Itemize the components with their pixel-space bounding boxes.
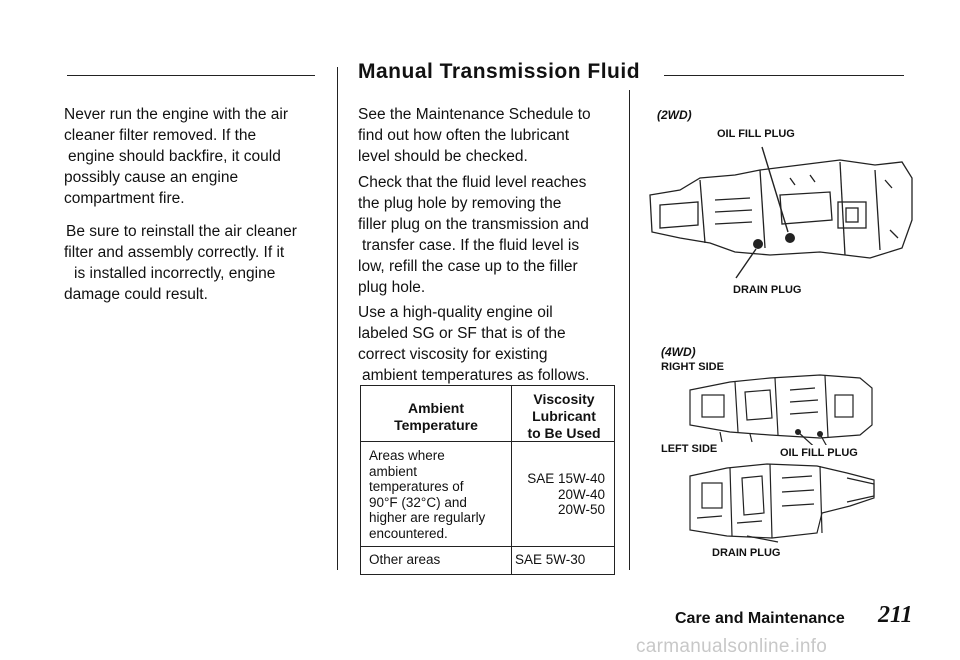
header-rule-left — [67, 75, 315, 76]
text-line: cleaner filter removed. If the — [64, 127, 257, 144]
header-rule-right — [664, 75, 904, 76]
table-row-2-oil: SAE 5W-30 — [515, 552, 586, 567]
figure-4wd-left-side-label: LEFT SIDE — [661, 443, 718, 455]
text-line: is installed incorrectly, engine — [74, 265, 276, 282]
transmission-4wd-right-side-drawing — [680, 370, 880, 445]
schedule-paragraph — [358, 104, 626, 167]
transmission-2wd-drawing — [640, 140, 925, 285]
text-line: Check that the fluid level reaches — [358, 174, 587, 191]
figure-4wd-heading: (4WD) — [661, 345, 696, 359]
figure-2wd-drain-label: DRAIN PLUG — [733, 284, 802, 296]
text-line: Be sure to reinstall the air cleaner — [66, 223, 297, 240]
figure-4wd-oil-fill-label: OIL FILL PLUG — [780, 447, 858, 459]
cell-line: Areas where — [369, 448, 445, 463]
text-line: engine should backfire, it could — [68, 148, 281, 165]
text-line: Use a high-quality engine oil — [358, 304, 553, 321]
table-row-1-oil — [515, 471, 605, 518]
header-line: Temperature — [394, 417, 478, 433]
text-line: compartment fire. — [64, 190, 185, 207]
header-line: Ambient — [408, 400, 464, 416]
text-line: See the Maintenance Schedule to — [358, 106, 591, 123]
cell-line: 20W-50 — [557, 502, 605, 517]
text-line: damage could result. — [64, 286, 208, 303]
footer-section-title: Care and Maintenance — [675, 610, 845, 627]
section-title: Manual Transmission Fluid — [358, 60, 641, 83]
text-line: the plug hole by removing the — [358, 195, 562, 212]
text-line: find out how often the lubricant — [358, 127, 570, 144]
figure-2wd-oil-fill-label: OIL FILL PLUG — [717, 128, 795, 140]
text-line: filter and assembly correctly. If it — [64, 244, 285, 261]
transmission-4wd-left-side-drawing — [682, 458, 882, 548]
text-line: ambient temperatures as follows. — [362, 367, 590, 384]
text-line: Never run the engine with the air — [64, 106, 289, 123]
table-header-viscosity — [512, 391, 616, 442]
text-line: level should be checked. — [358, 148, 528, 165]
table-row-1-temperature — [369, 448, 509, 541]
column-divider-left — [337, 67, 338, 570]
text-line: low, refill the case up to the filler — [358, 258, 578, 275]
cell-line: SAE 15W-40 — [527, 471, 605, 486]
air-cleaner-warning — [64, 104, 329, 209]
reinstall-note — [64, 221, 332, 305]
table-row-divider — [361, 546, 614, 547]
cell-line: 20W-40 — [557, 486, 605, 502]
text-line: plug hole. — [358, 279, 426, 296]
header-line: Lubricant — [532, 408, 596, 424]
text-line: transfer case. If the fluid level is — [362, 237, 580, 254]
header-line: Viscosity — [533, 391, 595, 407]
header-line: to Be Used — [527, 425, 601, 441]
cell-line: ambient — [369, 463, 418, 479]
text-line: filler plug on the transmission and — [358, 216, 589, 233]
table-row-2-temperature: Other areas — [369, 552, 441, 567]
cell-line: encountered. — [369, 525, 448, 541]
fluid-level-paragraph — [358, 172, 626, 298]
viscosity-table — [360, 385, 615, 575]
table-header-ambient — [361, 400, 511, 434]
cell-line: temperatures of — [369, 479, 464, 494]
column-divider-right — [629, 90, 630, 570]
text-line: labeled SG or SF that is of the — [358, 325, 566, 342]
text-line: possibly cause an engine — [64, 169, 239, 186]
text-line: correct viscosity for existing — [358, 346, 548, 363]
cell-line: 90°F (32°C) and — [369, 494, 467, 510]
page-number: 211 — [878, 602, 913, 628]
figure-4wd-right-side-label: RIGHT SIDE — [661, 361, 724, 373]
watermark: carmanualsonline.info — [636, 636, 828, 657]
cell-line: higher are regularly — [369, 510, 486, 525]
figure-2wd-heading: (2WD) — [657, 108, 692, 122]
figure-4wd-drain-label: DRAIN PLUG — [712, 547, 781, 559]
oil-paragraph — [358, 302, 626, 386]
